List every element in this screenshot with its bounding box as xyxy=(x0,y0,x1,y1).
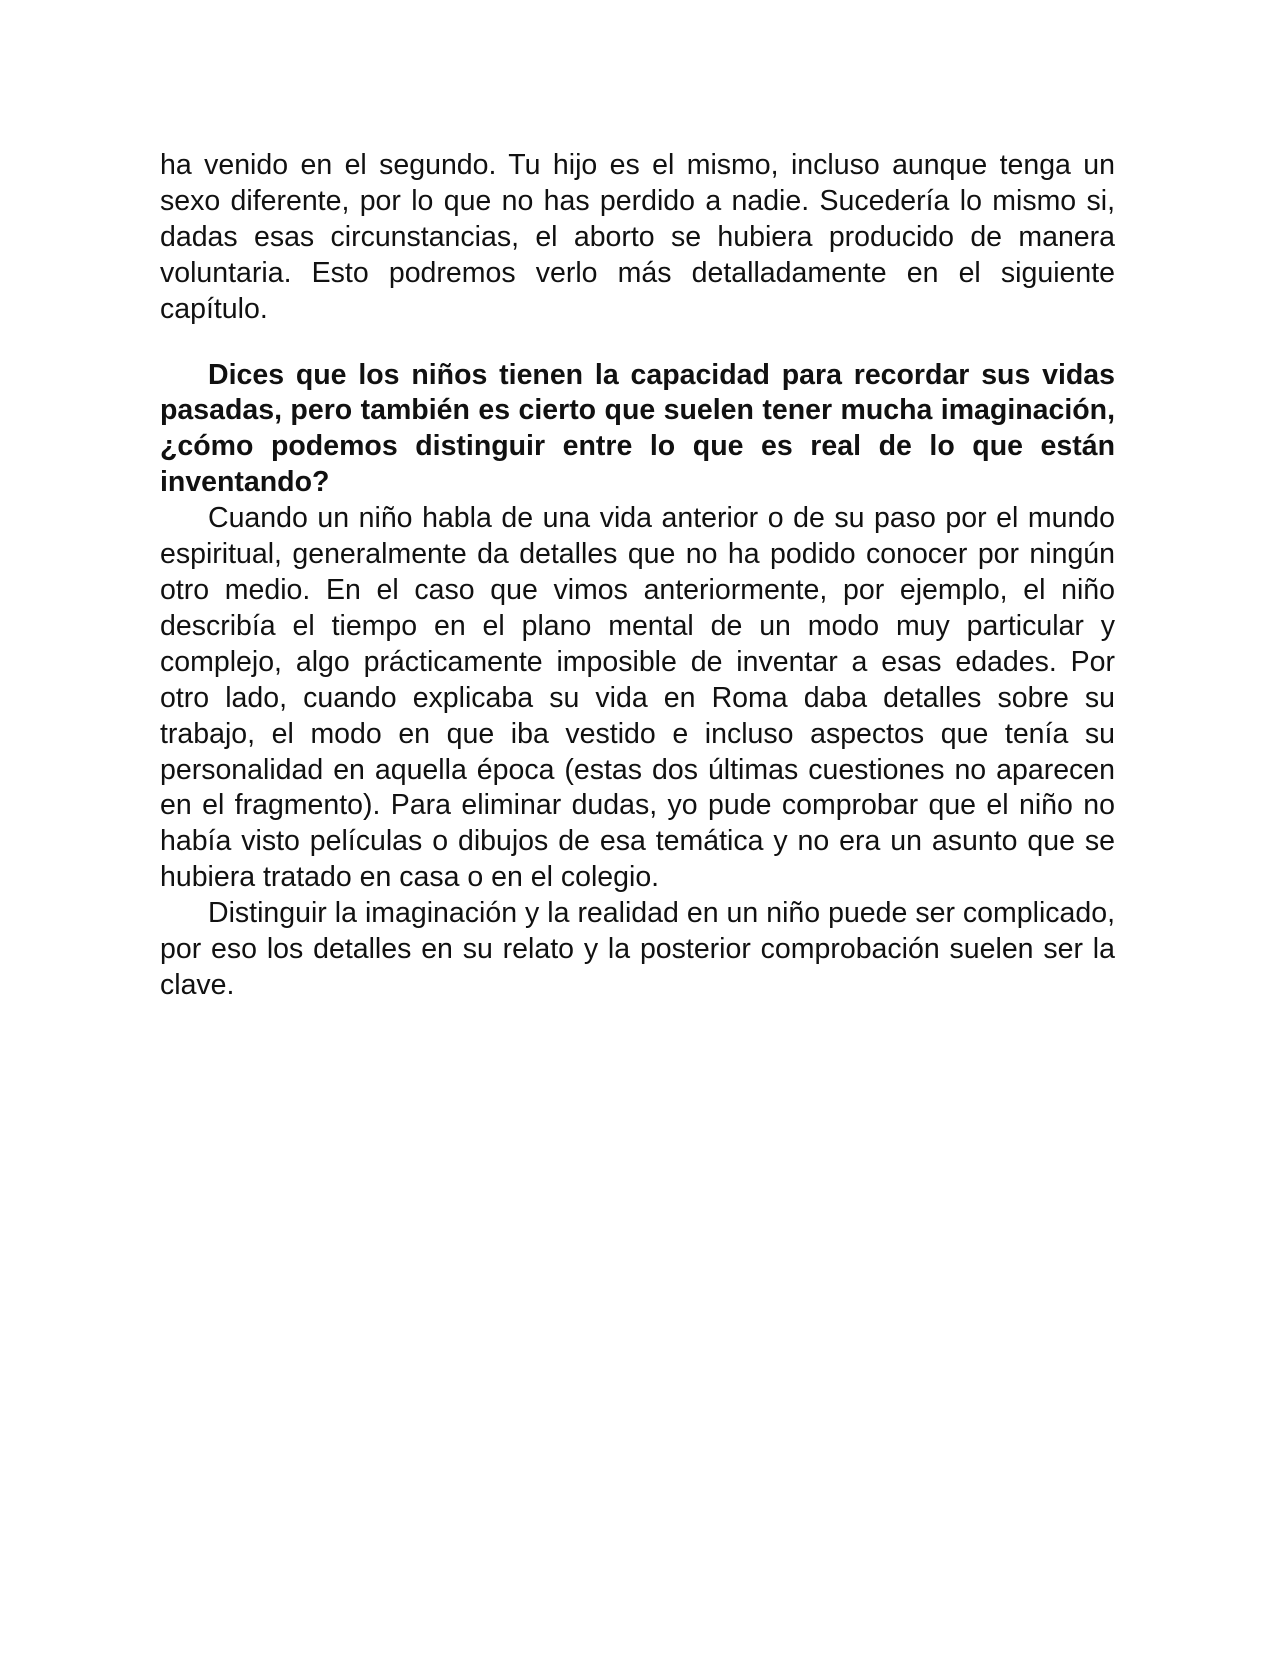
paragraph-continuation: ha venido en el segundo. Tu hijo es el mismo, incluso aunque tenga un sexo diferente, por lo que no has perdido a nadie. Sucedería lo mismo si, dadas esas circunstancias, el aborto se hubiera producido de manera voluntaria. Esto podremos verlo más detalladamente en el siguiente capítulo. xyxy=(160,149,1115,325)
closing-paragraph: Distinguir la imaginación y la realidad en un niño puede ser complicado, por eso los detalles en su relato y la posterior comprobación suelen ser la clave. xyxy=(160,897,1115,1001)
body-text xyxy=(160,148,1115,1004)
question-heading: Dices que los niños tienen la capacidad para recordar sus vidas pasadas, pero también es cierto que suelen tener mucha imaginación, ¿cómo podemos distinguir entre lo que es real de lo que están inventando? xyxy=(160,358,1115,499)
answer-paragraph: Cuando un niño habla de una vida anterior o de su paso por el mundo espiritual, generalmente da detalles que no ha podido conocer por ningún otro medio. En el caso que vimos anteriormente, por ejemplo, el niño describía el tiempo en el plano mental de un modo muy particular y complejo, algo prácticamente imposible de inventar a esas edades. Por otro lado, cuando explicaba su vida en Roma daba detalles sobre su trabajo, el modo en que iba vestido e incluso aspectos que tenía su personalidad en aquella época (estas dos últimas cuestiones no aparecen en el fragmento). Para eliminar dudas, yo pude comprobar que el niño no había visto películas o dibujos de esa temática y no era un asunto que se hubiera tratado en casa o en el colegio. xyxy=(160,502,1115,894)
